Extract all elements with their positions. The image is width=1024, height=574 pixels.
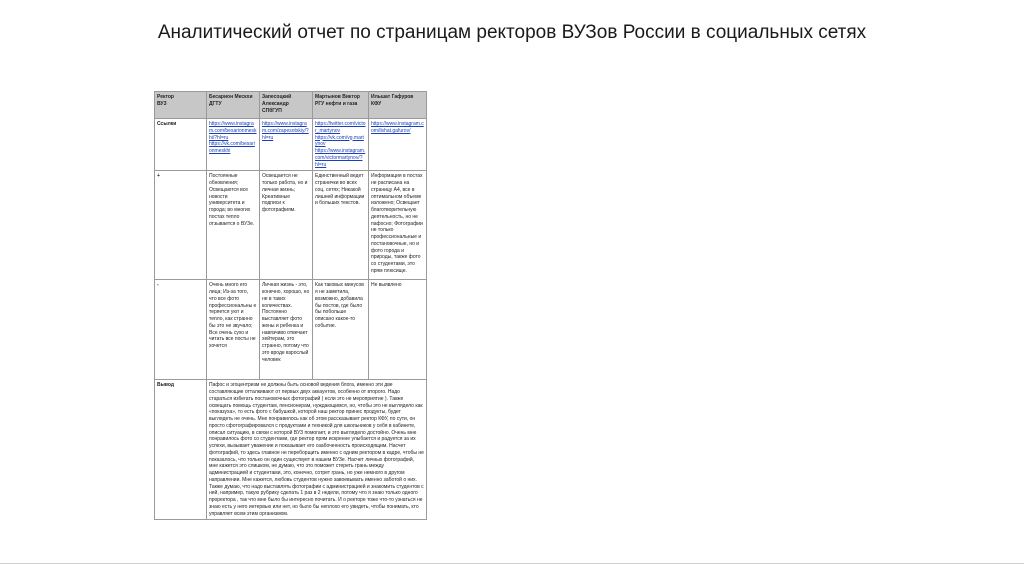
link-instagram-gafurov[interactable]: https://www.instagram.com/ilshat.gafurov/: [371, 121, 424, 134]
link-instagram-martynov[interactable]: https://www.instagram.com/victormartynov/?hl=ru: [315, 148, 366, 168]
table-row-conclusion: [155, 380, 427, 520]
links-cell-gafurov: [369, 119, 427, 171]
minus-cell-martynov: Как таковых минусов я не заметила, возможно, добавила бы постов, где было бы побольше описано какое-то событие.: [313, 280, 369, 380]
row-label-links: Ссылки: [155, 119, 207, 171]
table-row-minus: [155, 280, 427, 380]
links-cell-zapesotsky: [260, 119, 313, 171]
header-cell-gafurov: Ильшат Гафуров КФУ: [369, 92, 427, 119]
header-cell-zapesotsky: Запесоцкий Александр СПбГУП: [260, 92, 313, 119]
links-cell-martynov: [313, 119, 369, 171]
plus-cell-meskhi: Постоянные обновления; Освещаются все новости университета и города; во многих постах тепло отзывается о ВУЗе.: [207, 171, 260, 280]
minus-cell-gafurov: Не выявлено: [369, 280, 427, 380]
table-row-plus: [155, 171, 427, 280]
header-cell-rector-vuz: Ректор ВУЗ: [155, 92, 207, 119]
plus-cell-martynov: Единственный ведет странички во всех соц. сетях; Никакой лишней информации и больших текстов.: [313, 171, 369, 280]
header-cell-meskhi: Бесарион Мескхи ДГТУ: [207, 92, 260, 119]
plus-cell-gafurov: Информация в постах не расписана на страницу А4, все в оптимальном объеме изложено; Освещает благотворительную деятельность, но не пафосно; Фотографии не только профессиональные и постановочные, но и фото города и природы, также фото со студентами, это прям плюсище.: [369, 171, 427, 280]
minus-cell-meskhi: Очень много его лица; Из-за того, что все фото профессиональны е теряется уют и тепло, как странно бы это не звучало; Все очень сухо и читать все посты не хочется: [207, 280, 260, 380]
slide-title: Аналитический отчет по страницам ректоров ВУЗов России в социальных сетях: [157, 22, 867, 43]
conclusion-text: Пафос и эгоцентризм не должны быть основой ведения блога, именно эти две составляющие отталкивают от первых двух аккаунтов, особенно от второго. Надо стараться избегать постановочных фотографий ( если это не мероприятие ). Также освещать помощь студентам, пенсионерам, нуждающимся, но, чтобы это не выглядело как «показуха», то есть фото с бабушкой, которой наш ректор принес продукты, будет выглядеть не очень. Мне понравилось как об этом рассказывает ректор КФУ, по сути, он просто сфотографировался с продуктами и техникой для школьников у себя в кабинете, описал ситуацию, в связи с которой ВУЗ помогает, и это выглядело достойно. Очень мне понравилось фото со студентами, где ректор прям искренне улыбается и радуется за их успехи, вызывает уважение и показывает его озабоченность происходящим. Насчет фотографий, то здесь главное не переборщить именно с одним ректором в кадре, чтобы не показалось, что только он один существует в нашем ВУЗе. Насчет личных фотографий, мне кажется это слишком, не думаю, что это поможет стереть грань между администрацией и студентами, это, конечно, сотрет грань, но уже немного в другом направлении. Мне кажется, любовь студентов нужно завоевывать именно заботой о них. Также думаю, что надо выставлять фотографии с администрацией и знакомить студентов с ней, например, такую рубрику сделать 1 раз в 2 недели, потому что я знаю только одного проректора , так что мне было бы интересно почитать. И о ректоре тоже что-то узнаться не знаю есть у него интервью или нет, но было бы неплохо его увидеть, чтобы понимать, кто управляет всем этим организмом.: [207, 380, 427, 520]
link-vk-martynov[interactable]: https://vk.com/vg.martynov: [315, 134, 364, 148]
link-instagram-zapesotsky[interactable]: https://www.instagram.com/zapesotskiy/?hl=ru: [262, 121, 309, 141]
rector-report-table: [154, 91, 427, 520]
minus-cell-zapesotsky: Личная жизнь - это, конечно, хорошо, но не в таких количествах. Постоянно выставляет фото жены и ребенка и навязчиво отвечает хейтерам, это странно, потому что это вроде взрослый человек: [260, 280, 313, 380]
links-cell-meskhi: [207, 119, 260, 171]
link-instagram-meskhi[interactable]: https://www.instagram.com/besarionmeskhi/?hl=ru: [209, 121, 257, 141]
link-twitter-martynov[interactable]: https://twitter.com/victor_martynov: [315, 121, 366, 134]
row-label-plus: +: [155, 171, 207, 280]
plus-cell-zapesotsky: Освещается не только работа, но и личная жизнь; Креативные подписи к фотографиям.: [260, 171, 313, 280]
bottom-divider: [0, 563, 1024, 564]
row-label-conclusion: Вывод: [155, 380, 207, 520]
table-row-links: [155, 119, 427, 171]
header-cell-martynov: Мартынов Виктор РГУ нефти и газа: [313, 92, 369, 119]
link-vk-meskhi[interactable]: https://vk.com/besarionmeskhi: [209, 141, 255, 154]
table-header-row: [155, 92, 427, 119]
row-label-minus: -: [155, 280, 207, 380]
